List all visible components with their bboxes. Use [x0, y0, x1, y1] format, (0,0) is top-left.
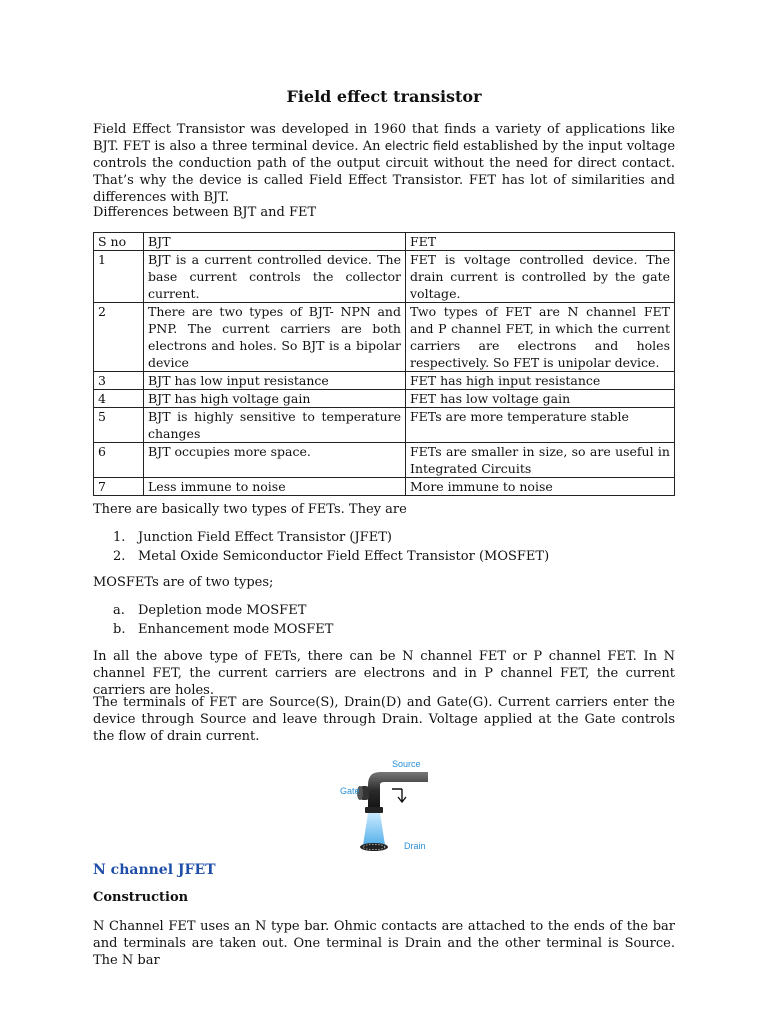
table-row	[94, 443, 675, 478]
construction-heading: Construction	[93, 890, 189, 905]
list-item-text: Depletion mode MOSFET	[138, 603, 307, 618]
terminals-paragraph: The terminals of FET are Source(S), Drain(D) and Gate(G). Current carriers enter the device through Source and leave through Drain. Voltage applied at the Gate controls the flow of drain current.	[93, 695, 675, 744]
header-fet: FET	[406, 233, 675, 251]
cell-fet: Two types of FET are N channel FET and P channel FET, in which the current carriers are electrons and holes respectively. So FET is unipolar device.	[406, 303, 675, 372]
cell-fet: FETs are smaller in size, so are useful in Integrated Circuits	[406, 443, 675, 478]
cell-bjt: BJT has high voltage gain	[144, 390, 406, 408]
list-marker: b.	[113, 622, 126, 637]
cell-sno: 5	[94, 408, 144, 443]
differences-heading: Differences between BJT and FET	[93, 205, 317, 220]
list-item-text: Enhancement mode MOSFET	[138, 622, 334, 637]
cell-bjt: BJT is highly sensitive to temperature changes	[144, 408, 406, 443]
n-channel-jfet-heading[interactable]: N channel JFET	[93, 862, 216, 878]
cell-fet: FETs are more temperature stable	[406, 408, 675, 443]
faucet-illustration	[330, 755, 440, 855]
fet-types-list	[113, 528, 549, 566]
cell-sno: 4	[94, 390, 144, 408]
cell-fet: FET has low voltage gain	[406, 390, 675, 408]
list-marker: 2.	[113, 549, 126, 564]
list-item	[113, 620, 333, 639]
cell-bjt: BJT has low input resistance	[144, 372, 406, 390]
table-row	[94, 408, 675, 443]
cell-bjt: There are two types of BJT- NPN and PNP. The current carriers are both electrons and holes. So BJT is a bipolar device	[144, 303, 406, 372]
fet-faucet-diagram	[330, 755, 440, 855]
cell-bjt: Less immune to noise	[144, 478, 406, 496]
intro-paragraph	[93, 121, 675, 206]
table-header-row	[94, 233, 675, 251]
list-item	[113, 601, 333, 620]
water-stream	[363, 813, 385, 845]
faucet-outlet	[365, 807, 383, 813]
cell-fet: FET has high input resistance	[406, 372, 675, 390]
page-title: Field effect transistor	[286, 87, 482, 106]
electric-field-link[interactable]: electric field	[384, 139, 459, 153]
table-row	[94, 372, 675, 390]
list-item-text: Metal Oxide Semiconductor Field Effect Transistor (MOSFET)	[138, 549, 550, 564]
cell-sno: 2	[94, 303, 144, 372]
list-item-text: Junction Field Effect Transistor (JFET)	[138, 530, 392, 545]
table-row	[94, 303, 675, 372]
flow-arrow	[392, 789, 406, 802]
faucet-pipe	[368, 772, 428, 810]
mosfet-intro: MOSFETs are of two types;	[93, 575, 274, 590]
cell-sno: 3	[94, 372, 144, 390]
cell-sno: 1	[94, 251, 144, 303]
table-row	[94, 390, 675, 408]
differences-table	[93, 232, 675, 496]
cell-bjt: BJT is a current controlled device. The base current controls the collector current.	[144, 251, 406, 303]
list-item	[113, 528, 549, 547]
drain-grate	[360, 843, 388, 851]
drain-label: Drain	[404, 841, 426, 851]
cell-sno: 6	[94, 443, 144, 478]
mosfet-types-list	[113, 601, 333, 639]
source-label: Source	[392, 759, 421, 769]
table-row	[94, 251, 675, 303]
table-row	[94, 478, 675, 496]
cell-bjt: BJT occupies more space.	[144, 443, 406, 478]
intro-text-before: Field Effect Transistor was developed in 1960 that finds a variety of applications like BJT. FET is also a three terminal device. An	[93, 122, 675, 154]
construction-paragraph: N Channel FET uses an N type bar. Ohmic contacts are attached to the ends of the bar and terminals are taken out. One terminal is Drain and the other terminal is Source. The N bar	[93, 919, 675, 968]
cell-fet: More immune to noise	[406, 478, 675, 496]
list-marker: a.	[113, 603, 125, 618]
cell-fet: FET is voltage controlled device. The drain current is controlled by the gate voltage.	[406, 251, 675, 303]
list-item	[113, 547, 549, 566]
types-intro: There are basically two types of FETs. They are	[93, 502, 407, 517]
intro-text-after: established by the input voltage controls the conduction path of the output circuit without the need for direct contact. That’s why the device is called Field Effect Transistor. FET has lot of similarities and differences with BJT.	[93, 139, 676, 205]
list-marker: 1.	[113, 530, 126, 545]
cell-sno: 7	[94, 478, 144, 496]
channel-paragraph: In all the above type of FETs, there can be N channel FET or P channel FET. In N channel FET, the current carriers are electrons and in P channel FET, the current carriers are holes.	[93, 649, 675, 698]
gate-label: Gate	[340, 786, 360, 796]
header-bjt: BJT	[144, 233, 406, 251]
header-sno: S no	[94, 233, 144, 251]
